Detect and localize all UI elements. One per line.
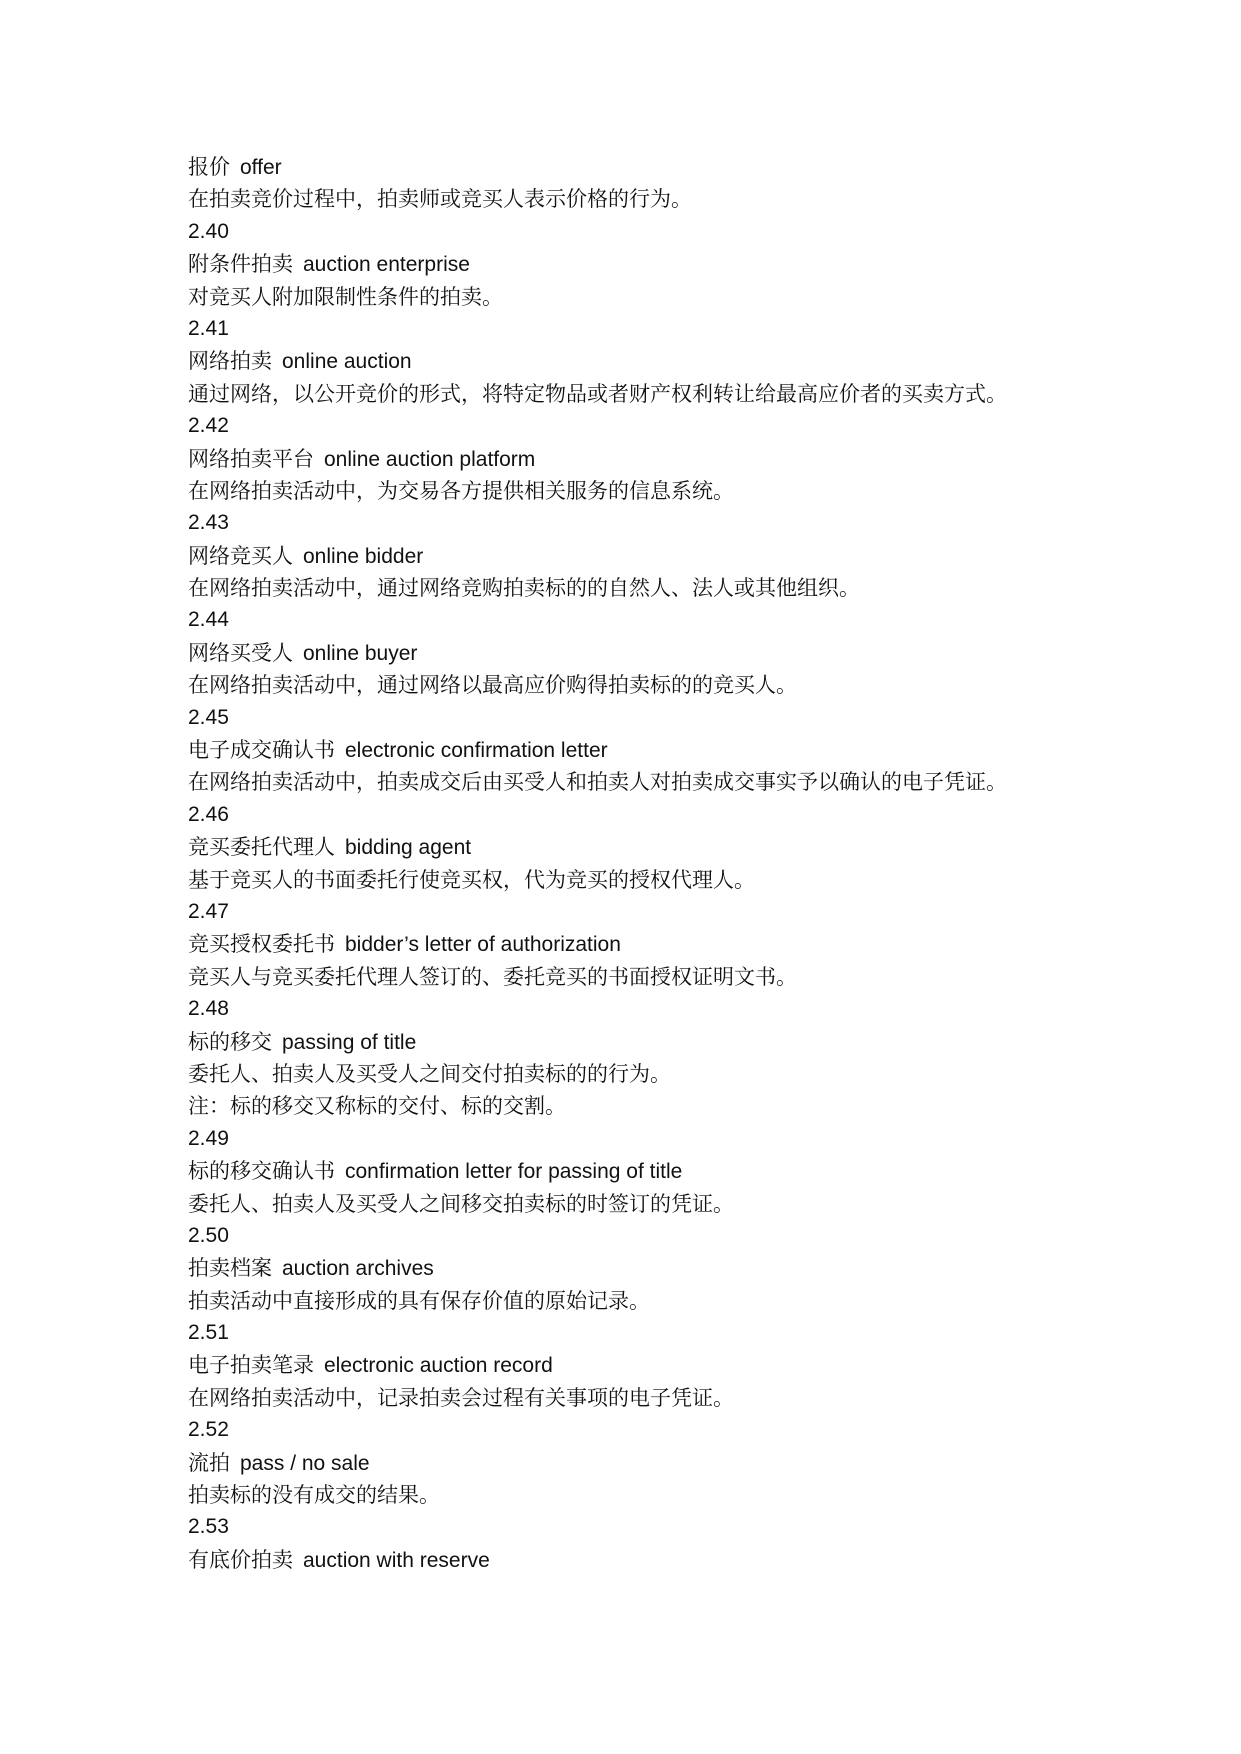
entry-definition: 拍卖标的没有成交的结果。: [188, 1483, 440, 1508]
entry-definition: 在网络拍卖活动中，记录拍卖会过程有关事项的电子凭证。: [188, 1385, 734, 1410]
entry-term: [188, 1026, 1188, 1058]
entry-definition: 委托人、拍卖人及买受人之间交付拍卖标的的行为。: [188, 1061, 671, 1086]
term-chinese: 拍卖档案: [188, 1256, 272, 1281]
term-chinese: 标的移交: [188, 1029, 272, 1054]
term-chinese: 有底价拍卖: [188, 1547, 293, 1572]
entry-definition: 在网络拍卖活动中，通过网络以最高应价购得拍卖标的的竞买人。: [188, 673, 797, 698]
term-english: auction enterprise: [303, 253, 470, 277]
glossary-entry: [188, 151, 1188, 216]
glossary-entry: [188, 1123, 1188, 1220]
entry-number: 2.43: [188, 511, 229, 535]
term-chinese: 网络竞买人: [188, 543, 293, 568]
entry-number: 2.46: [188, 802, 229, 826]
entry-term: [188, 345, 1188, 377]
entry-term: [188, 831, 1188, 863]
term-chinese: 附条件拍卖: [188, 252, 293, 277]
term-english: electronic auction record: [324, 1354, 553, 1378]
term-chinese: 网络买受人: [188, 640, 293, 665]
term-english: auction with reserve: [303, 1548, 490, 1572]
entry-definition: 在网络拍卖活动中，为交易各方提供相关服务的信息系统。: [188, 478, 734, 503]
term-chinese: 流拍: [188, 1450, 230, 1475]
term-chinese: 电子拍卖笔录: [188, 1353, 314, 1378]
entry-definition: 在拍卖竞价过程中，拍卖师或竞买人表示价格的行为。: [188, 187, 692, 212]
entry-term: [188, 1544, 1188, 1576]
term-english: electronic confirmation letter: [345, 739, 608, 763]
entry-term: [188, 734, 1188, 766]
entry-term: [188, 637, 1188, 669]
entry-number: 2.42: [188, 414, 229, 438]
glossary-entry: [188, 410, 1188, 507]
term-english: online bidder: [303, 544, 424, 568]
glossary-entry: [188, 507, 1188, 604]
term-english: online auction: [282, 350, 412, 374]
term-english: auction archives: [282, 1257, 434, 1281]
term-english: pass / no sale: [240, 1451, 370, 1475]
entry-term: [188, 443, 1188, 475]
term-english: bidding agent: [345, 836, 472, 860]
entry-number: 2.52: [188, 1418, 229, 1442]
entry-definition: 基于竞买人的书面委托行使竞买权，代为竞买的授权代理人。: [188, 867, 755, 892]
entry-number: 2.48: [188, 997, 229, 1021]
entry-note: 注：标的移交又称标的交付、标的交割。: [188, 1094, 566, 1119]
term-chinese: 网络拍卖: [188, 349, 272, 374]
entry-number: 2.53: [188, 1515, 229, 1539]
glossary-entry: [188, 604, 1188, 701]
glossary-entry: [188, 1414, 1188, 1511]
entry-term: [188, 928, 1188, 960]
entry-definition: 在网络拍卖活动中，拍卖成交后由买受人和拍卖人对拍卖成交事实予以确认的电子凭证。: [188, 770, 1007, 795]
term-english: online auction platform: [324, 447, 536, 471]
term-english: passing of title: [282, 1030, 417, 1054]
entry-term: [188, 540, 1188, 572]
term-chinese: 标的移交确认书: [188, 1159, 335, 1184]
glossary-entry: [188, 799, 1188, 896]
term-chinese: 竞买委托代理人: [188, 835, 335, 860]
entry-number: 2.51: [188, 1321, 229, 1345]
entry-definition: 在网络拍卖活动中，通过网络竞购拍卖标的的自然人、法人或其他组织。: [188, 576, 860, 601]
glossary-entry: [188, 896, 1188, 993]
entry-number: 2.45: [188, 705, 229, 729]
entry-number: 2.50: [188, 1223, 229, 1247]
glossary-entry: [188, 216, 1188, 313]
entry-term: [188, 151, 1188, 183]
entry-definition: 通过网络，以公开竞价的形式，将特定物品或者财产权利转让给最高应价者的买卖方式。: [188, 381, 1007, 406]
entry-term: [188, 248, 1188, 280]
entry-definition: 对竞买人附加限制性条件的拍卖。: [188, 284, 503, 309]
entry-definition: 竞买人与竞买委托代理人签订的、委托竞买的书面授权证明文书。: [188, 964, 797, 989]
entry-number: 2.44: [188, 608, 229, 632]
term-chinese: 报价: [188, 155, 230, 179]
term-english: online buyer: [303, 641, 418, 665]
glossary-content: [188, 151, 1188, 1576]
entry-number: 2.47: [188, 899, 229, 923]
entry-number: 2.40: [188, 219, 229, 243]
entry-term: [188, 1155, 1188, 1187]
term-chinese: 电子成交确认书: [188, 738, 335, 763]
entry-number: 2.41: [188, 316, 229, 340]
term-english: offer: [240, 156, 282, 179]
glossary-entry: [188, 1317, 1188, 1414]
entry-definition: 拍卖活动中直接形成的具有保存价值的原始记录。: [188, 1288, 650, 1313]
term-english: confirmation letter for passing of title: [345, 1160, 683, 1184]
entry-term: [188, 1447, 1188, 1479]
glossary-entry: [188, 993, 1188, 1123]
glossary-entry: [188, 1220, 1188, 1317]
glossary-entry: [188, 1511, 1188, 1576]
term-english: bidder’s letter of authorization: [345, 933, 621, 957]
glossary-entry: [188, 702, 1188, 799]
entry-term: [188, 1252, 1188, 1284]
entry-term: [188, 1349, 1188, 1381]
term-chinese: 竞买授权委托书: [188, 932, 335, 957]
term-chinese: 网络拍卖平台: [188, 446, 314, 471]
entry-number: 2.49: [188, 1126, 229, 1150]
glossary-entry: [188, 313, 1188, 410]
entry-definition: 委托人、拍卖人及买受人之间移交拍卖标的时签订的凭证。: [188, 1191, 734, 1216]
